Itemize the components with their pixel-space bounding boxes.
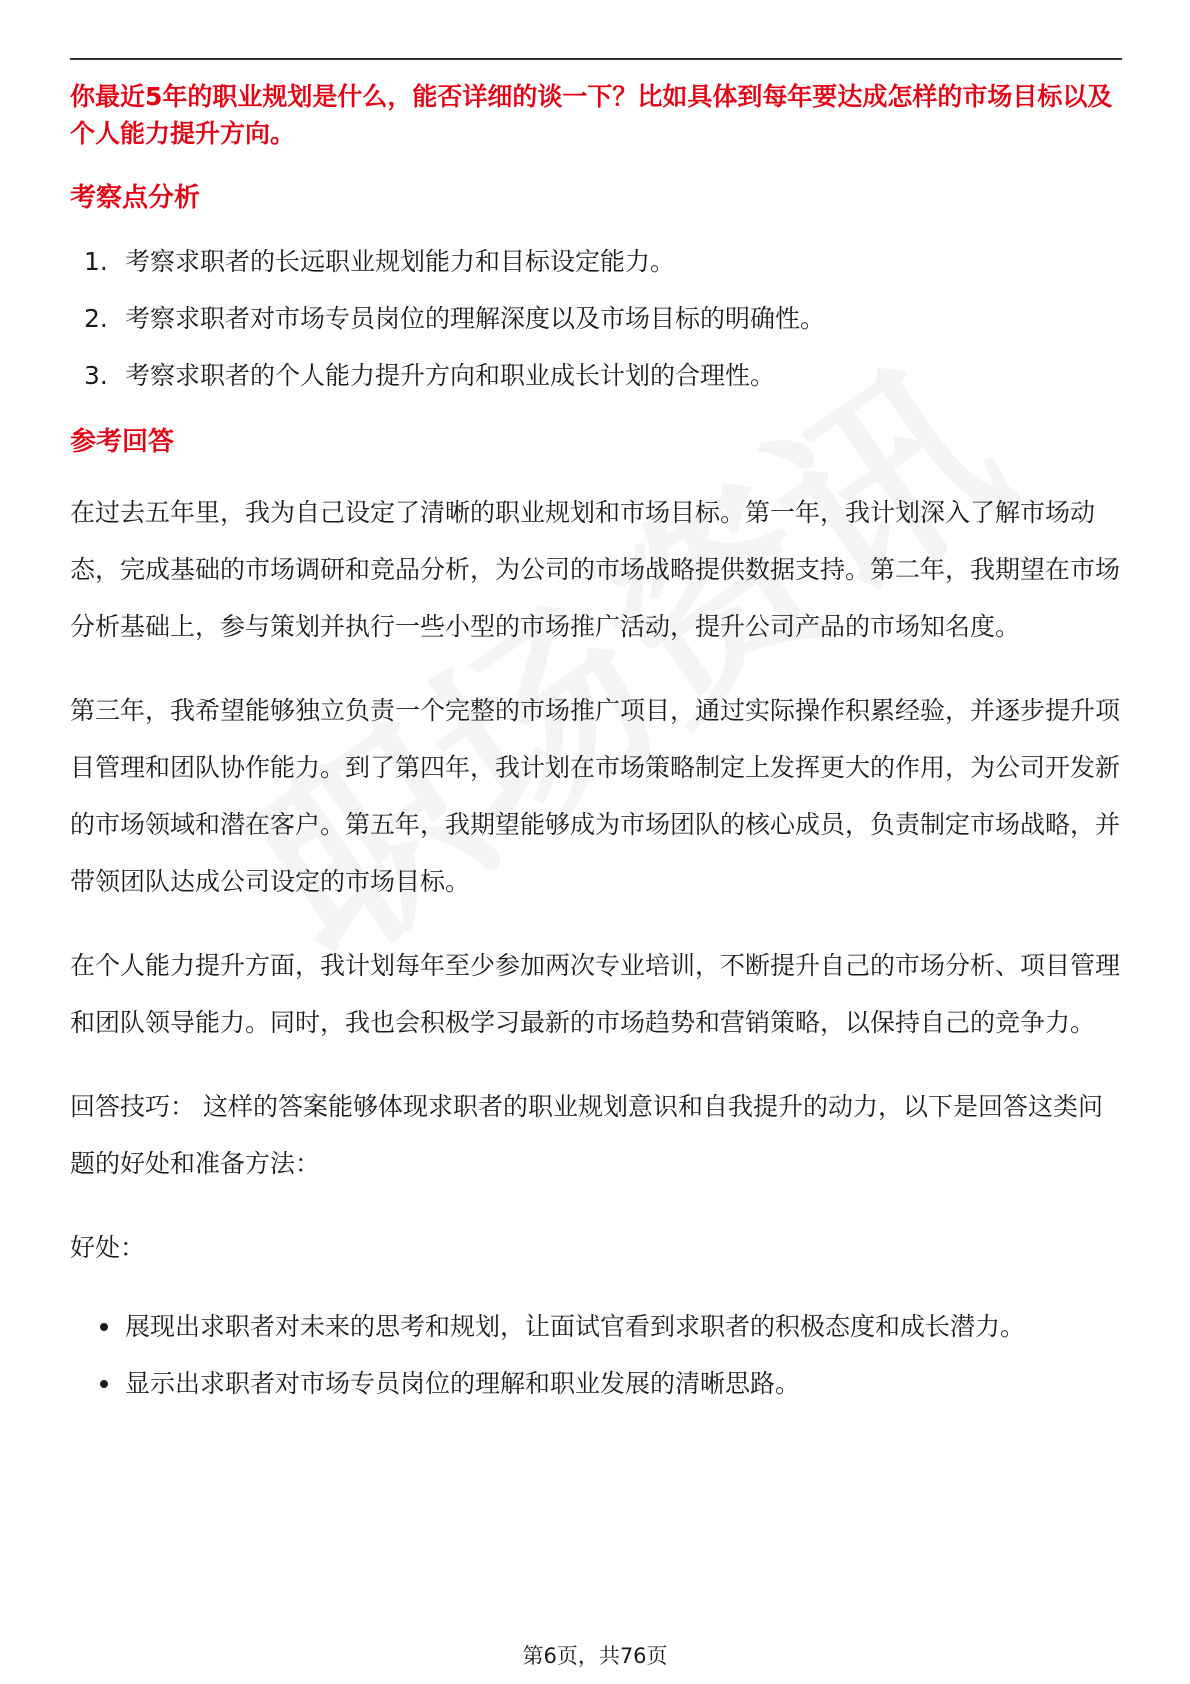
analysis-heading: 考察点分析 <box>70 183 201 213</box>
tips-paragraph: 回答技巧： 这样的答案能够体现求职者的职业规划意识和自我提升的动力，以下是回答这类问题的好处和准备方法： <box>70 1092 1103 1178</box>
benefit-item-text: 展现出求职者对未来的思考和规划，让面试官看到求职者的积极态度和成长潜力。 <box>125 1312 1026 1341</box>
benefit-item <box>70 1355 1122 1412</box>
list-number: 2. <box>84 304 108 333</box>
analysis-item-text: 考察求职者对市场专员岗位的理解深度以及市场目标的明确性。 <box>125 304 826 333</box>
benefits-label: 好处： <box>70 1233 146 1262</box>
answer-paragraph: 在过去五年里，我为自己设定了清晰的职业规划和市场目标。第一年，我计划深入了解市场动态，完成基础的市场调研和竞品分析，为公司的市场战略提供数据支持。第二年，我期望在市场分析基础上，参与策划并执行一些小型的市场推广活动，提升公司产品的市场知名度。 <box>70 498 1121 641</box>
analysis-item-text: 考察求职者的长远职业规划能力和目标设定能力。 <box>125 247 676 276</box>
benefit-item <box>70 1298 1122 1355</box>
list-number: 1. <box>84 247 108 276</box>
page-number: 第6页，共76页 <box>522 1644 668 1668</box>
header-rule <box>70 58 1122 60</box>
analysis-item <box>70 356 1122 396</box>
analysis-item <box>70 299 1122 339</box>
answer-paragraph: 在个人能力提升方面，我计划每年至少参加两次专业培训，不断提升自己的市场分析、项目管理和团队领导能力。同时，我也会积极学习最新的市场趋势和营销策略，以保持自己的竞争力。 <box>70 951 1121 1037</box>
page-content <box>70 78 1122 1412</box>
benefit-item-text: 显示出求职者对市场专员岗位的理解和职业发展的清晰思路。 <box>125 1369 801 1398</box>
bullet-icon <box>100 1323 108 1331</box>
benefits-list <box>70 1298 1122 1412</box>
analysis-item <box>70 242 1122 282</box>
list-number: 3. <box>84 361 108 390</box>
answer-paragraph: 第三年，我希望能够独立负责一个完整的市场推广项目，通过实际操作积累经验，并逐步提升项目管理和团队协作能力。到了第四年，我计划在市场策略制定上发挥更大的作用，为公司开发新的市场领域和潜在客户。第五年，我期望能够成为市场团队的核心成员，负责制定市场战略，并带领团队达成公司设定的市场目标。 <box>70 696 1121 896</box>
question-title: 你最近5年的职业规划是什么，能否详细的谈一下？比如具体到每年要达成怎样的市场目标以及个人能力提升方向。 <box>70 82 1113 148</box>
analysis-list <box>70 242 1122 396</box>
analysis-item-text: 考察求职者的个人能力提升方向和职业成长计划的合理性。 <box>125 361 776 390</box>
answer-heading: 参考回答 <box>70 427 175 457</box>
bullet-icon <box>100 1380 108 1388</box>
